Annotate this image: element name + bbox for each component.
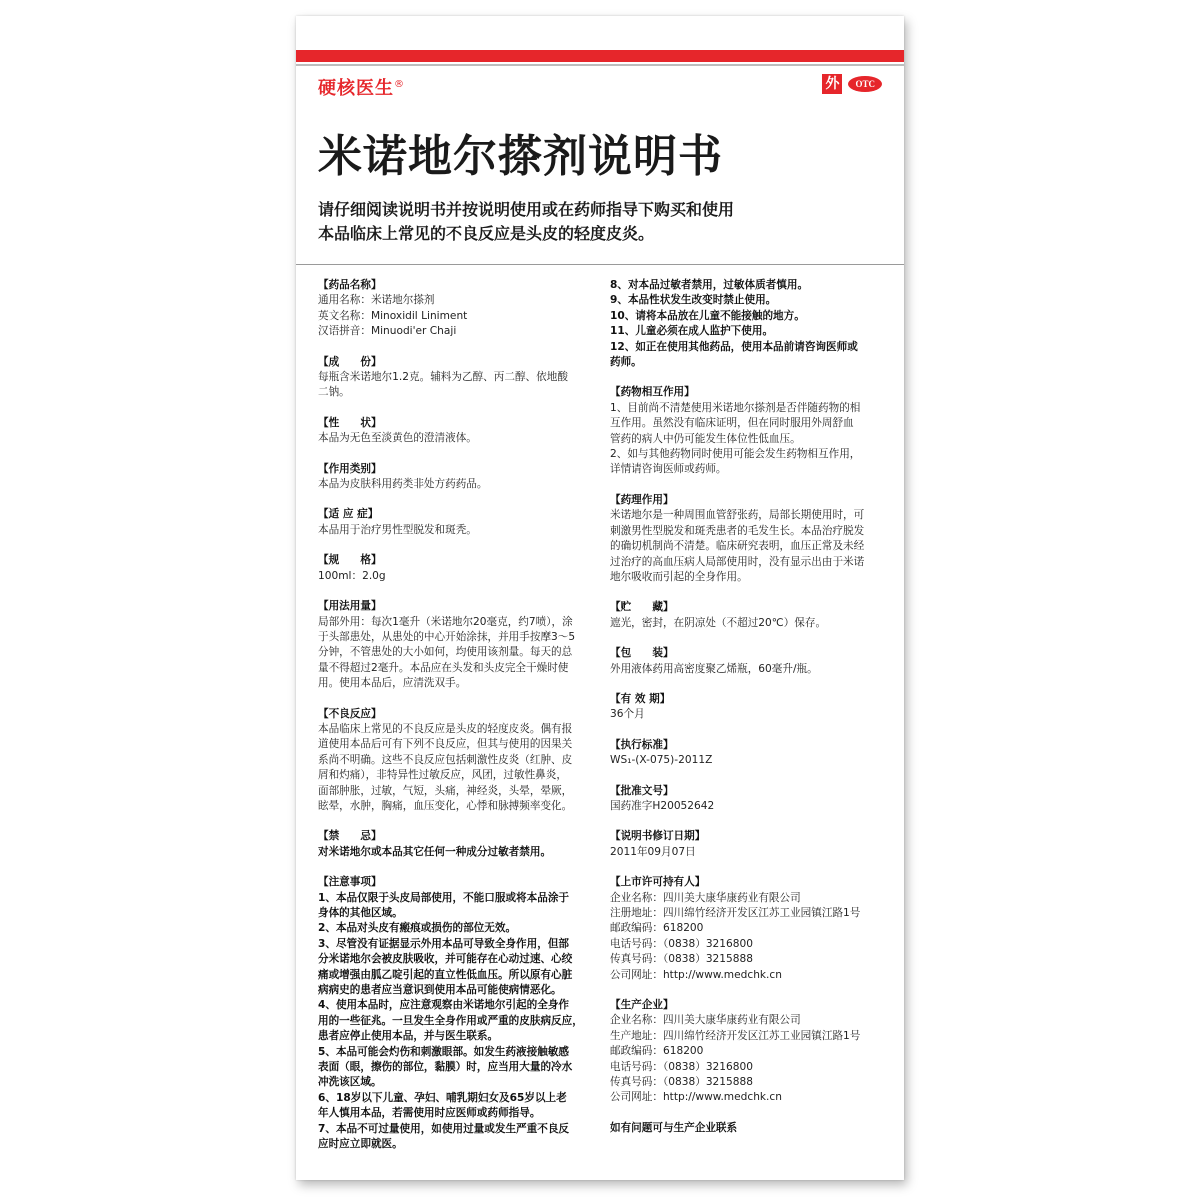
section-appearance bbox=[318, 416, 590, 447]
section-text-line: 过治疗的高血压病人局部使用时，没有显示出由于米诺 bbox=[610, 555, 865, 568]
section-text-line: 互作用。虽然没有临床证明，但在同时服用外周舒血 bbox=[610, 417, 854, 430]
section-text-line: 的确切机制尚不清楚。临床研究表明，血压正常及未经 bbox=[610, 540, 865, 553]
section-text-line: 每瓶含米诺地尔1.2克。辅料为乙醇、丙二醇、依地酸 bbox=[318, 371, 568, 384]
section-indications bbox=[318, 507, 590, 538]
section-text-line: 电话号码：（0838）3216800 bbox=[610, 937, 753, 950]
section-text-line: WS₁-(X-075)-2011Z bbox=[610, 754, 713, 767]
section-text-line: 应时应立即就医。 bbox=[318, 1138, 403, 1151]
section-text-line: 本品为无色至淡黄色的澄清液体。 bbox=[318, 432, 477, 445]
section-package bbox=[610, 646, 882, 677]
section-text-line: 身体的其他区域。 bbox=[318, 907, 403, 919]
brand-name: 硬核医生 bbox=[318, 78, 394, 99]
section-category bbox=[318, 462, 590, 493]
section-heading: 【作用类别】 bbox=[318, 462, 382, 475]
section-text-line: 年人慎用本品，若需使用时应医师或药师指导。 bbox=[318, 1107, 541, 1120]
section-heading: 【药物相互作用】 bbox=[610, 386, 695, 399]
section-text-line: 国药准字H20052642 bbox=[610, 799, 715, 812]
section-text-line: 米诺地尔是一种周围血管舒张药，局部长期使用时，可 bbox=[610, 509, 865, 522]
section-text-line: 5、本品可能会灼伤和刺激眼部。如发生药液接触敏感 bbox=[318, 1045, 570, 1058]
section-usage bbox=[318, 599, 590, 691]
section-text-line: 用的一些征兆。一旦发生全身作用或严重的皮肤病反应， bbox=[318, 1014, 583, 1027]
section-manufacturer bbox=[610, 998, 882, 1106]
section-text-line: 企业名称：四川美大康华康药业有限公司 bbox=[610, 891, 801, 904]
section-text-line: 眩晕，水肿，胸痛，血压变化，心悸和脉搏频率变化。 bbox=[318, 799, 573, 812]
section-holder bbox=[610, 875, 882, 983]
section-text-line: 4、使用本品时，应注意观察由米诺地尔引起的全身作 bbox=[318, 999, 570, 1012]
section-approval bbox=[610, 784, 882, 815]
section-text-line: 外用液体药用高密度聚乙烯瓶，60毫升/瓶。 bbox=[610, 662, 818, 675]
section-text-line: 本品临床上常见的不良反应是头皮的轻度皮炎。偶有报 bbox=[318, 722, 573, 735]
section-text-line: 痛或增强由胍乙啶引起的直立性低血压。所以原有心脏 bbox=[318, 968, 573, 981]
section-text-line: 通用名称：米诺地尔搽剂 bbox=[318, 294, 435, 307]
section-heading: 【批准文号】 bbox=[610, 784, 674, 797]
warning-notice bbox=[318, 198, 888, 246]
top-grey-line bbox=[296, 64, 904, 66]
section-text-line: 生产地址：四川绵竹经济开发区江苏工业园镇江路1号 bbox=[610, 1029, 861, 1042]
section-contact bbox=[610, 1121, 882, 1136]
section-validity bbox=[610, 692, 882, 723]
section-text-line: 邮政编码：618200 bbox=[610, 1045, 704, 1058]
section-adverse bbox=[318, 707, 590, 815]
section-text-line: 道使用本品后可有下列不良反应，但其与使用的因果关 bbox=[318, 738, 573, 751]
section-heading: 【用法用量】 bbox=[318, 600, 382, 613]
section-text-line: 管药的病人中仍可能发生体位性低血压。 bbox=[610, 432, 801, 445]
section-heading: 【禁 忌】 bbox=[318, 830, 382, 843]
section-text-line: 12、如正在使用其他药品，使用本品前请咨询医师或 bbox=[610, 340, 858, 353]
section-text-line: 公司网址：http://www.medchk.cn bbox=[610, 1091, 782, 1104]
otc-badge-group bbox=[822, 74, 882, 94]
section-text-line: 面部肿胀，过敏，气短，头痛，神经炎，头晕，晕厥， bbox=[318, 784, 573, 797]
section-text-line: 表面（眼，擦伤的部位，黏膜）时，应当用大量的冷水 bbox=[318, 1061, 573, 1074]
right-column bbox=[610, 278, 882, 1151]
section-ingredients bbox=[318, 355, 590, 401]
section-divider bbox=[296, 264, 904, 265]
warning-line: 本品临床上常见的不良反应是头皮的轻度皮炎。 bbox=[318, 224, 655, 243]
section-text-line: 11、儿童必须在成人监护下使用。 bbox=[610, 325, 774, 338]
brand-logo bbox=[318, 74, 405, 100]
section-heading: 【上市许可持有人】 bbox=[610, 876, 706, 889]
section-text-line: 分钟，不管患处的大小如何，均使用该剂量。每天的总 bbox=[318, 646, 573, 659]
section-spec bbox=[318, 553, 590, 584]
section-text-line: 详情请咨询医师或药师。 bbox=[610, 463, 727, 476]
section-heading: 【贮 藏】 bbox=[610, 601, 674, 614]
section-text-line: 9、本品性状发生改变时禁止使用。 bbox=[610, 294, 777, 307]
section-text-line: 屑和灼痛），非特异性过敏反应，风团，过敏性鼻炎， bbox=[318, 769, 567, 782]
section-revision bbox=[610, 829, 882, 860]
document-title: 米诺地尔搽剂说明书 bbox=[318, 131, 723, 182]
instruction-leaflet bbox=[296, 16, 904, 1180]
section-heading: 【适 应 症】 bbox=[318, 508, 379, 521]
section-heading: 【药品名称】 bbox=[318, 279, 382, 291]
left-column bbox=[318, 278, 590, 1168]
section-text-line: 如有问题可与生产企业联系 bbox=[610, 1121, 738, 1134]
top-red-stripe bbox=[296, 50, 904, 62]
section-text-line: 本品用于治疗男性型脱发和斑秃。 bbox=[318, 523, 477, 536]
section-text-line: 刺激男性型脱发和斑秃患者的毛发生长。本品治疗脱发 bbox=[610, 524, 865, 537]
section-text-line: 对米诺地尔或本品其它任何一种成分过敏者禁用。 bbox=[318, 845, 552, 858]
section-text-line: 电话号码：（0838）3216800 bbox=[610, 1060, 753, 1073]
section-pharmacology bbox=[610, 493, 882, 585]
section-text-line: 1、本品仅限于头皮局部使用，不能口服或将本品涂于 bbox=[318, 891, 570, 904]
section-heading: 【药理作用】 bbox=[610, 493, 674, 506]
section-text-line: 量不得超过2毫升。本品应在头发和头皮完全干燥时使 bbox=[318, 661, 569, 674]
warning-line: 请仔细阅读说明书并按说明使用或在药师指导下购买和使用 bbox=[318, 200, 735, 219]
section-text-line: 100ml：2.0g bbox=[318, 569, 386, 582]
section-heading: 【不良反应】 bbox=[318, 707, 382, 720]
section-text-line: 2、本品对头皮有瘢痕或损伤的部位无效。 bbox=[318, 922, 517, 935]
section-text-line: 7、本品不可过量使用，如使用过量或发生严重不良反 bbox=[318, 1122, 570, 1135]
section-text-line: 2011年09月07日 bbox=[610, 845, 696, 858]
section-text-line: 邮政编码：618200 bbox=[610, 922, 704, 935]
section-text-line: 企业名称：四川美大康华康药业有限公司 bbox=[610, 1014, 801, 1027]
section-heading: 【执行标准】 bbox=[610, 738, 674, 751]
section-text-line: 用。使用本品后，应清洗双手。 bbox=[318, 677, 467, 690]
section-heading: 【生产企业】 bbox=[610, 999, 674, 1012]
section-text-line: 2、如与其他药物同时使用可能会发生药物相互作用， bbox=[610, 448, 861, 461]
section-text-line: 传真号码：（0838）3215888 bbox=[610, 1076, 753, 1089]
section-text-line: 分米诺地尔会被皮肤吸收，并可能存在心动过速、心绞 bbox=[318, 953, 573, 966]
section-text-line: 6、18岁以下儿童、孕妇、哺乳期妇女及65岁以上老 bbox=[318, 1091, 567, 1104]
external-use-badge: 外 bbox=[822, 74, 842, 94]
section-text-line: 注册地址：四川绵竹经济开发区江苏工业园镇江路1号 bbox=[610, 907, 861, 919]
section-text-line: 冲洗该区域。 bbox=[318, 1076, 382, 1089]
section-text-line: 病病史的患者应当意识到使用本品可能使病情恶化。 bbox=[318, 984, 562, 997]
section-precautions_cont bbox=[610, 278, 882, 370]
otc-oval-badge: OTC bbox=[848, 76, 882, 92]
section-heading: 【包 装】 bbox=[610, 647, 674, 660]
section-precautions bbox=[318, 875, 590, 1152]
section-text-line: 10、请将本品放在儿童不能接触的地方。 bbox=[610, 309, 805, 322]
section-heading: 【性 状】 bbox=[318, 416, 382, 429]
registered-mark: ® bbox=[394, 79, 405, 90]
section-text-line: 遮光，密封，在阴凉处（不超过20℃）保存。 bbox=[610, 616, 827, 629]
section-text-line: 地尔吸收而引起的全身作用。 bbox=[610, 570, 748, 583]
section-text-line: 公司网址：http://www.medchk.cn bbox=[610, 968, 782, 981]
section-heading: 【注意事项】 bbox=[318, 876, 382, 889]
section-text-line: 汉语拼音：Minuodi'er Chaji bbox=[318, 325, 457, 338]
section-text-line: 本品为皮肤科用药类非处方药药品。 bbox=[318, 478, 488, 491]
section-heading: 【成 份】 bbox=[318, 355, 382, 368]
section-text-line: 患者应停止使用本品，并与医生联系。 bbox=[318, 1030, 499, 1043]
section-name bbox=[318, 278, 590, 340]
section-standard bbox=[610, 738, 882, 769]
section-heading: 【说明书修订日期】 bbox=[610, 830, 706, 843]
section-text-line: 二钠。 bbox=[318, 386, 350, 399]
section-text-line: 系尚不明确。这些不良反应包括刺激性皮炎（红肿、皮 bbox=[318, 753, 573, 766]
section-text-line: 药师。 bbox=[610, 356, 642, 369]
section-contra bbox=[318, 829, 590, 860]
section-text-line: 36个月 bbox=[610, 708, 645, 721]
section-interactions bbox=[610, 385, 882, 477]
section-heading: 【有 效 期】 bbox=[610, 692, 671, 705]
section-text-line: 8、对本品过敏者禁用，过敏体质者慎用。 bbox=[610, 279, 809, 291]
section-text-line: 1、目前尚不清楚使用米诺地尔搽剂是否伴随药物的相 bbox=[610, 401, 861, 414]
section-heading: 【规 格】 bbox=[318, 554, 382, 567]
section-storage bbox=[610, 600, 882, 631]
section-text-line: 传真号码：（0838）3215888 bbox=[610, 953, 753, 966]
section-text-line: 英文名称：Minoxidil Liniment bbox=[318, 309, 468, 322]
section-text-line: 于头部患处，从患处的中心开始涂抹，并用手按摩3～5 bbox=[318, 630, 576, 643]
section-text-line: 局部外用：每次1毫升（米诺地尔20毫克，约7喷），涂 bbox=[318, 615, 573, 628]
section-text-line: 3、尽管没有证据显示外用本品可导致全身作用，但部 bbox=[318, 937, 570, 950]
